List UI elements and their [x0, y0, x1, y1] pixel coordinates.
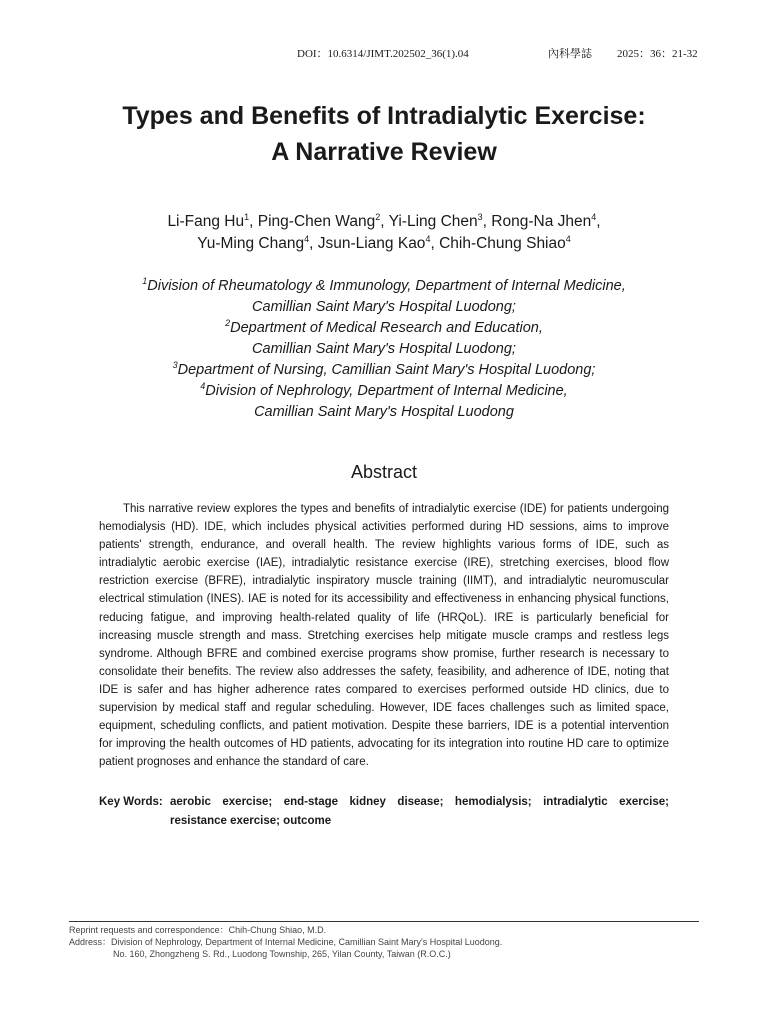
affiliation-list [60, 276, 708, 423]
author-affiliation-mark: 1 [244, 211, 250, 222]
affiliation-1: $^1$Division of Rheumatology & Immunology, Department of Internal Medicine, [142, 276, 626, 294]
author-name: Rong-Na Jhen [491, 213, 592, 230]
title-line-2: A Narrative Review [271, 138, 497, 166]
author-affiliation-mark: 4 [304, 233, 310, 244]
author-affiliation-mark: 4 [591, 211, 597, 222]
correspondence-footnote [69, 924, 699, 960]
footnote-divider [69, 921, 699, 922]
affiliation-2-cont: Camillian Saint Mary's Hospital Luodong; [252, 341, 516, 357]
author-affiliation-mark: 2 [375, 211, 381, 222]
journal-name: 內科學誌 [548, 48, 592, 60]
author-affiliation-mark: 3 [477, 211, 483, 222]
affiliation-2: $^2$Department of Medical Research and Education, [225, 318, 543, 336]
doi-text: DOI：10.6314/JIMT.202502_36(1).04 [297, 48, 469, 60]
affiliation-3: $^3$Department of Nursing, Camillian Saint Mary's Hospital Luodong; [172, 360, 596, 378]
author-name: Li-Fang Hu [167, 213, 245, 230]
author-affiliation-mark: 4 [565, 233, 571, 244]
issue-citation: 2025：36：21-32 [617, 48, 698, 60]
address-line: Address：Division of Nephrology, Department of Internal Medicine, Camillian Saint Mary's Hospital Luodong. [69, 937, 503, 947]
abstract-body: This narrative review explores the types and benefits of intradialytic exercise (IDE) for patients undergoing hemodialysis (HD). IDE, which includes physical activities performed during HD sessions, aims to improve patients' strength, endurance, and overall health. The review highlights various forms of IDE, such as intradialytic aerobic exercise (IAE), intradialytic resistance exercise (IRE), stretching exercises, blood flow restriction exercise (BFRE), intradialytic inspiratory muscle training (IIMT), and intradialytic neuromuscular electrical stimulation (INES). IAE is noted for its accessibility and effectiveness in enhancing physical functions, reducing fatigue, and improving health-related quality of life (HRQoL). IRE is particularly beneficial for increasing muscle strength and mass. Stretching exercises help mitigate muscle cramps and restless legs syndrome. Although BFRE and combined exercise programs show promise, further research is necessary to consolidate their benefits. The review also addresses the safety, feasibility, and adherence of IDE, noting that IDE is safer and has higher adherence rates compared to exercises performed outside HD clinics, due to supervision by medical staff and regular scheduling. However, IDE faces challenges such as limited space, equipment, scheduling conflicts, and patient motivation. Despite these barriers, IDE is a potential intervention for improving the health outcomes of HD patients, advocating for its integration into routine HD care to optimize patient prognoses and enhance the standard of care. [99, 503, 669, 769]
paper-title [60, 98, 708, 170]
address-line-cont: No. 160, Zhongzheng S. Rd., Luodong Township, 265, Yilan County, Taiwan (R.O.C.) [113, 949, 451, 959]
author-name: Jsun-Liang Kao [317, 235, 426, 252]
reprint-requests: Reprint requests and correspondence：Chih-Chung Shiao, M.D. [69, 925, 327, 935]
keywords-text: aerobic exercise; end-stage kidney disease; hemodialysis; intradialytic exercise; resistance exercise; outcome [170, 796, 669, 827]
author-name: Yu-Ming Chang [197, 235, 305, 252]
author-name: Chih-Chung Shiao [439, 235, 566, 252]
author-name: Ping-Chen Wang [257, 213, 376, 230]
title-line-1: Types and Benefits of Intradialytic Exercise: [122, 102, 646, 130]
keywords-section [99, 793, 669, 830]
author-affiliation-mark: 4 [425, 233, 431, 244]
running-header [0, 45, 768, 61]
author-list [60, 211, 708, 255]
author-line-1: Li-Fang Hu$^1$, Ping-Chen Wang$^2$, Yi-Ling Chen$^3$, Rong-Na Jhen$^4$, [167, 211, 601, 230]
author-line-2: Yu-Ming Chang$^4$, Jsun-Liang Kao$^4$, Chih-Chung Shiao$^4$ [197, 233, 571, 252]
author-name: Yi-Ling Chen [388, 213, 478, 230]
abstract-heading: Abstract [350, 462, 418, 482]
affiliation-4-cont: Camillian Saint Mary's Hospital Luodong [254, 404, 514, 420]
affiliation-4: $^4$Division of Nephrology, Department of Internal Medicine, [200, 381, 568, 399]
affiliation-1-cont: Camillian Saint Mary's Hospital Luodong; [252, 299, 516, 315]
keywords-label: Key Words: [99, 796, 163, 808]
